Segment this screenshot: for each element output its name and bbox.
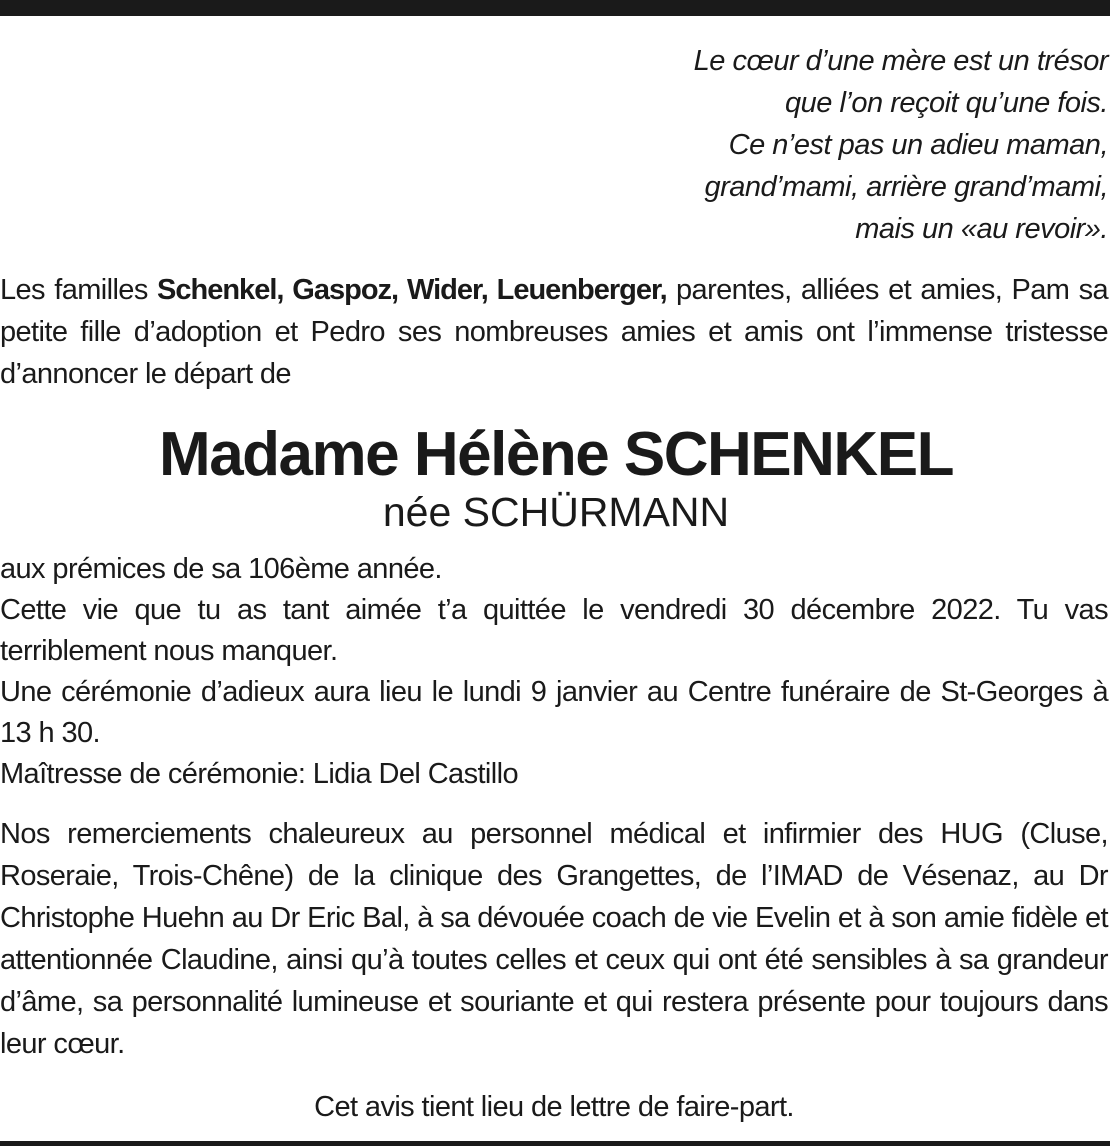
deceased-name: Madame Hélène SCHENKEL [159, 420, 953, 489]
ceremony-text: Une cérémonie d’adieux aura lieu le lundi 9 janvier au Centre funéraire de St-Georges à 13 h 30. [0, 676, 1108, 749]
announcement-rest: parentes, alliées et amies, Pam sa petite fille d’adoption et Pedro ses nombreuses amies et amis ont l’immense tristesse d’annoncer le départ de [0, 274, 1109, 390]
announcement-lead: Les familles [0, 274, 158, 306]
maiden-name: née SCHÜRMANN [382, 489, 730, 535]
announcement-paragraph [0, 269, 1108, 395]
officiant-text: Maîtresse de cérémonie: Lidia Del Castillo [0, 758, 518, 790]
poem-line: que l’on reçoit qu’une fois. [785, 87, 1108, 119]
poem-quote [0, 40, 1108, 250]
top-border-rule [0, 0, 1110, 16]
family-names: Schenkel, Gaspoz, Wider, Leuenberger, [157, 274, 667, 306]
bottom-border-rule [0, 1141, 1110, 1146]
obituary-notice [0, 40, 1108, 1128]
poem-line: grand’mami, arrière grand’mami, [704, 171, 1108, 203]
poem-line: Ce n’est pas un adieu maman, [728, 129, 1108, 161]
age-text: aux prémices de sa 106ème année. [0, 553, 442, 585]
death-text: Cette vie que tu as tant aimée t’a quittée le vendredi 30 décembre 2022. Tu vas terriblement nous manquer. [0, 594, 1108, 667]
closing-note: Cet avis tient lieu de lettre de faire-part. [314, 1091, 794, 1123]
poem-line: mais un «au revoir». [855, 213, 1108, 245]
thanks-paragraph: Nos remerciements chaleureux au personnel médical et infirmier des HUG (Cluse, Roseraie, Trois-Chêne) de la clinique des Grangettes, de l’IMAD de Vésenaz, au Dr Christophe Huehn au Dr Eric Bal, à sa dévouée coach de vie Evelin et à son amie fidèle et attentionnée Claudine, ainsi qu’à toutes celles et ceux qui ont été sensibles à sa grandeur d’âme, sa personnalité lumineuse et souriante et qui restera présente pour toujours dans leur cœur. [0, 818, 1108, 1060]
poem-line: Le cœur d’une mère est un trésor [693, 45, 1108, 77]
details-block [0, 549, 1108, 795]
